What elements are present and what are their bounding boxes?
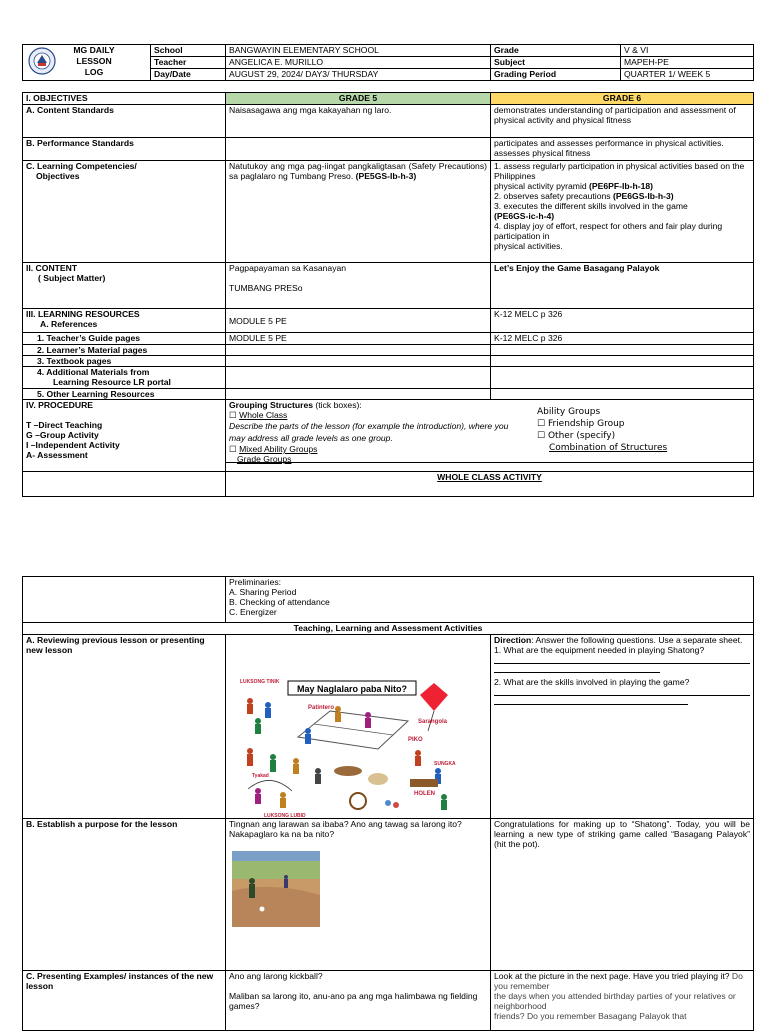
period-value: QUARTER 1/ WEEK 5 <box>621 69 754 81</box>
procedure-label <box>23 400 226 472</box>
combination-option[interactable]: Combination of Structures <box>549 443 668 453</box>
answer-line[interactable] <box>494 687 750 696</box>
additional-materials-1: 4. Additional Materials from <box>37 367 150 377</box>
presenting-g6-4: friends? Do you remember Basagang Palayok that <box>494 1011 687 1021</box>
textbook-label: 3. Textbook pages <box>23 356 226 367</box>
content-standards-g6: demonstrates understanding of participation and assessment of physical activity and physical fitness <box>491 105 754 138</box>
filipino-games-image <box>238 671 468 819</box>
purpose-g5 <box>226 819 491 971</box>
competencies-label-1: C. Learning Competencies/ <box>26 161 137 171</box>
references-g5: MODULE 5 PE <box>226 309 491 333</box>
header-table <box>22 44 754 81</box>
presenting-g5-1: Ano ang larong kickball? <box>229 971 323 981</box>
day-label: Day/Date <box>151 69 226 81</box>
review-label: A. Reviewing previous lesson or presenting new lesson <box>23 635 226 819</box>
presenting-g6-1: Look at the picture in the next page. Have you tried playing it? Do you remember <box>494 971 743 991</box>
content-g6: Let’s Enjoy the Game Basagang Palayok <box>491 263 754 309</box>
teachers-guide-g6: K-12 MELC p 326 <box>491 333 754 345</box>
log-title-cell <box>23 45 151 81</box>
other-resources-label: 5. Other Learning Resources <box>23 389 226 400</box>
other-option[interactable]: ☐ Other (specify) <box>537 431 616 441</box>
question-2: 2. What are the skills involved in playing the game? <box>494 677 690 687</box>
img-label-4: Tyakad <box>252 773 269 779</box>
grade-groups-option[interactable]: Grade Groups <box>237 454 292 464</box>
additional-materials-2: Learning Resource LR portal <box>53 377 171 387</box>
grouping-cell <box>226 400 754 472</box>
preliminaries <box>226 577 754 623</box>
content-label-1: II. CONTENT <box>26 263 78 273</box>
checkbox-icon[interactable]: ☐ <box>537 419 546 429</box>
log-title-2: LESSON <box>76 56 112 66</box>
answer-line[interactable] <box>494 696 688 705</box>
whole-class-desc: Describe the parts of the lesson (for example the introduction), where you may address all grade levels as one group. <box>229 421 509 443</box>
learners-material-label: 2. Learner’s Material pages <box>23 345 226 356</box>
log-title-1: MG DAILY <box>73 45 115 55</box>
purpose-label: B. Establish a purpose for the lesson <box>23 819 226 971</box>
procedure-a: A- Assessment <box>26 450 88 460</box>
content-g5-2: TUMBANG PRESo <box>229 283 303 293</box>
additional-materials-label <box>23 367 226 389</box>
comp-g6-line3: 2. observes safety precautions (PE6GS-Ib-h-3) <box>494 191 674 201</box>
mixed-ability-option[interactable]: ☐ Mixed Ability Groups <box>229 444 318 454</box>
content-standards-label: A. Content Standards <box>23 105 226 138</box>
presenting-g6-3: the days when you attended birthday parties of your relatives or neighborhood <box>494 991 736 1011</box>
teachers-guide-label: 1. Teacher’s Guide pages <box>23 333 226 345</box>
answer-line[interactable] <box>494 655 750 664</box>
day-value: AUGUST 29, 2024/ DAY3/ THURSDAY <box>226 69 491 81</box>
content-g5 <box>226 263 491 309</box>
presenting-g6 <box>491 971 754 1031</box>
procedure-title: IV. PROCEDURE <box>26 400 94 410</box>
ability-groups-label: Ability Groups <box>537 407 601 417</box>
img-label-3: Sarangola <box>418 719 448 725</box>
content-label-2: ( Subject Matter) <box>38 273 106 283</box>
competencies-label <box>23 161 226 263</box>
games-image-cell <box>226 635 491 819</box>
grade-value: V & VI <box>621 45 754 57</box>
activities-table <box>22 576 754 1031</box>
competencies-g5 <box>226 161 491 263</box>
img-label-5: PIKO <box>408 737 423 743</box>
checkbox-icon[interactable]: ☐ <box>229 444 237 454</box>
presenting-g5-2: Maliban sa larong ito, anu-ano pa ang mga halimbawa ng fielding games? <box>229 991 478 1011</box>
purpose-g6: Congratulations for making up to “Shatong”. Today, you will be learning a new type of striking game called “Basagang Palayok” (hit the pot). <box>491 819 754 971</box>
img-title: May Naglalaro paba Nito? <box>296 684 408 694</box>
img-label-6: SUNGKA <box>434 761 456 767</box>
whole-class-activity: WHOLE CLASS ACTIVITY <box>226 472 754 497</box>
presenting-label: C. Presenting Examples/ instances of the new lesson <box>23 971 226 1031</box>
comp-g6-line2: physical activity pyramid (PE6PF-Ib-h-18) <box>494 181 654 191</box>
review-g6 <box>491 635 754 819</box>
content-label <box>23 263 226 309</box>
prelim-c: C. Energizer <box>229 607 277 617</box>
competencies-g5-code: (PE5GS-Ib-h-3) <box>355 171 417 181</box>
answer-line[interactable] <box>494 664 660 673</box>
competencies-label-2: Objectives <box>36 171 80 181</box>
img-label-7: HOLEN <box>414 791 435 797</box>
friendship-option[interactable]: ☐ Friendship Group <box>537 419 625 429</box>
references-label: A. References <box>40 319 98 329</box>
grouping-title: Grouping Structures (tick boxes): <box>229 400 362 410</box>
comp-g6-line4-code: (PE6GS-ic-h-4) <box>494 211 555 221</box>
kickball-photo <box>232 851 320 927</box>
checkbox-icon[interactable]: ☐ <box>229 410 237 420</box>
school-value: BANGWAYIN ELEMENTARY SCHOOL <box>226 45 491 57</box>
procedure-t: T –Direct Teaching <box>26 420 103 430</box>
resources-label <box>23 309 226 333</box>
objectives-label: I. OBJECTIVES <box>23 93 226 105</box>
grade5-heading: GRADE 5 <box>226 93 491 105</box>
prelim-a: A. Sharing Period <box>229 587 297 597</box>
presenting-g5 <box>226 971 491 1031</box>
subject-value: MAPEH-PE <box>621 57 754 69</box>
procedure-i: I –Independent Activity <box>26 440 120 450</box>
teachers-guide-g5: MODULE 5 PE <box>226 333 491 345</box>
img-label-1: LUKSONG TINIK <box>240 679 280 685</box>
references-g6: K-12 MELC p 326 <box>491 309 754 333</box>
content-standards-g5: Naisasagawa ang mga kakayahan ng laro. <box>226 105 491 138</box>
purpose-g5-text: Tingnan ang larawan sa ibaba? Ano ang tawag sa larong ito? Nakapaglaro ka na ba nito? <box>229 819 462 839</box>
whole-class-option[interactable]: ☐ Whole Class <box>229 410 288 420</box>
performance-standards-g5 <box>226 138 491 161</box>
competencies-g5-text: Natutukoy ang mga pag-iingat pangkaligtasan (Safety Precautions) sa paglalaro ng Tumbang Preso. <box>229 161 487 181</box>
tla-heading: Teaching, Learning and Assessment Activities <box>23 623 754 635</box>
checkbox-icon[interactable]: ☐ <box>537 431 546 441</box>
resources-label-1: III. LEARNING RESOURCES <box>26 309 140 319</box>
comp-g6-line4: 3. executes the different skills involved in the game <box>494 201 688 211</box>
question-1: 1. What are the equipment needed in playing Shatong? <box>494 645 705 655</box>
school-label: School <box>151 45 226 57</box>
grade6-heading: GRADE 6 <box>491 93 754 105</box>
period-label: Grading Period <box>491 69 621 81</box>
grade-label: Grade <box>491 45 621 57</box>
performance-standards-label: B. Performance Standards <box>23 138 226 161</box>
comp-g6-line1: 1. assess regularly participation in physical activities based on the Philippines <box>494 161 745 181</box>
competencies-g6 <box>491 161 754 263</box>
comp-g6-line5: 4. display joy of effort, respect for others and fair play during participation in <box>494 221 723 241</box>
comp-g6-line6: physical activities. <box>494 241 563 251</box>
deped-seal-icon <box>28 47 56 75</box>
procedure-g: G –Group Activity <box>26 430 99 440</box>
teacher-label: Teacher <box>151 57 226 69</box>
prelim-title: Preliminaries: <box>229 577 282 587</box>
lesson-table <box>22 92 754 497</box>
img-label-2: Patintero <box>308 705 335 711</box>
content-g5-1: Pagpapayaman sa Kasanayan <box>229 263 347 273</box>
img-label-8: LUKSONG LUBID <box>264 813 306 819</box>
subject-label: Subject <box>491 57 621 69</box>
direction-text: Direction: Answer the following questions. Use a separate sheet. <box>494 635 743 645</box>
prelim-b: B. Checking of attendance <box>229 597 330 607</box>
performance-standards-g6: participates and assesses performance in physical activities. assesses physical fitness <box>491 138 754 161</box>
teacher-value: ANGELICA E. MURILLO <box>226 57 491 69</box>
log-title-3: LOG <box>84 67 104 77</box>
